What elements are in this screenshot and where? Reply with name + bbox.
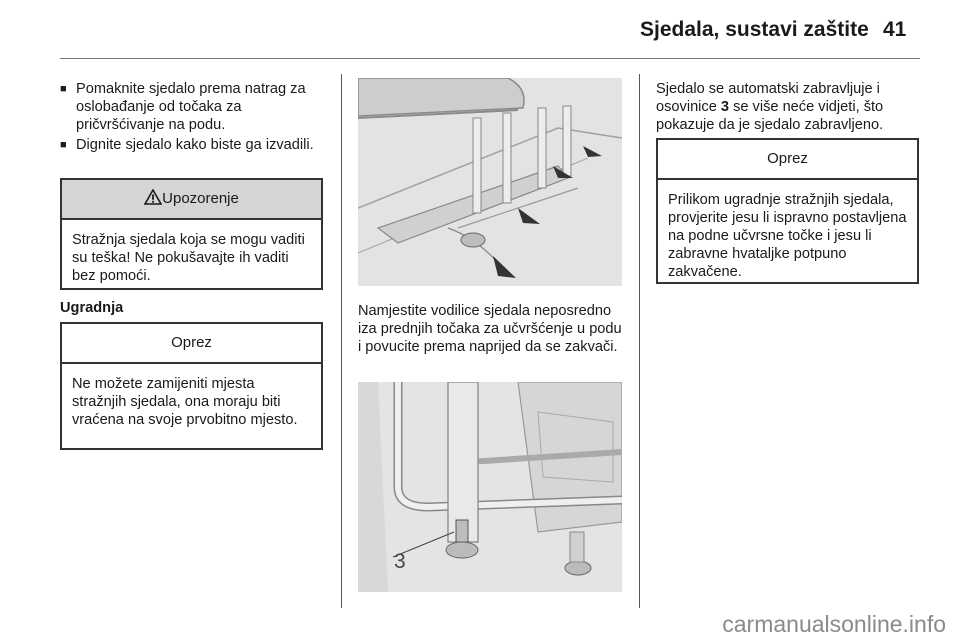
watermark: carmanualsonline.info [722,611,946,637]
paragraph-text: Sjedalo se automatski zabravljuje i osovinice [656,81,880,115]
page-number: 41 [883,18,907,41]
paragraph-reference-number: 3 [720,99,730,115]
section-heading: Ugradnja [60,300,124,316]
header-title: Sjedala, sustavi zaštite [640,18,869,41]
caution-text: Ne možete zamijeniti mjesta stražnjih sjedala, ona moraju biti vraćena na svoje prvobitno mjesto. [72,376,298,428]
caution-box-header: Oprez [62,324,321,364]
warning-box-header [62,180,321,220]
warning-title: Upozorenje [162,190,239,207]
seat-rails-illustration [358,78,622,286]
caution-box [60,322,323,450]
paragraph [656,80,920,134]
bullet-item: ■ Dignite sjedalo kako biste ga izvadili. [60,136,325,154]
seat-lock-illustration [358,382,622,592]
caution-text: Prilikom ugradnje stražnjih sjedala, provjerite jesu li ispravno postavljena na podne učvrsne točke i jesu li zabravne hvataljke potpuno zakvačene. [668,192,907,280]
warning-triangle-icon [144,189,162,205]
column-divider [639,74,640,608]
caution-box-header: Oprez [658,140,917,180]
warning-box [60,178,323,290]
warning-text: Stražnja sjedala koja se mogu vaditi su teška! Ne pokušavajte ih vaditi bez pomoći. [72,232,305,284]
caution-box [656,138,919,284]
column-divider [341,74,342,608]
bullet-item: ■ Pomaknite sjedalo prema natrag za oslobađanje od točaka za pričvršćivanje na podu. [60,80,325,134]
figure-label: 3 [394,550,406,573]
header-rule [60,58,920,59]
paragraph-text: se više neće vidjeti, što pokazuje da je sjedalo zabravljeno. [656,99,884,133]
paragraph: Namjestite vodilice sjedala neposredno iza prednjih točaka za učvršćenje u podu i povucite prema naprijed da se zakvači. [358,303,622,355]
bullet-list [60,80,325,154]
